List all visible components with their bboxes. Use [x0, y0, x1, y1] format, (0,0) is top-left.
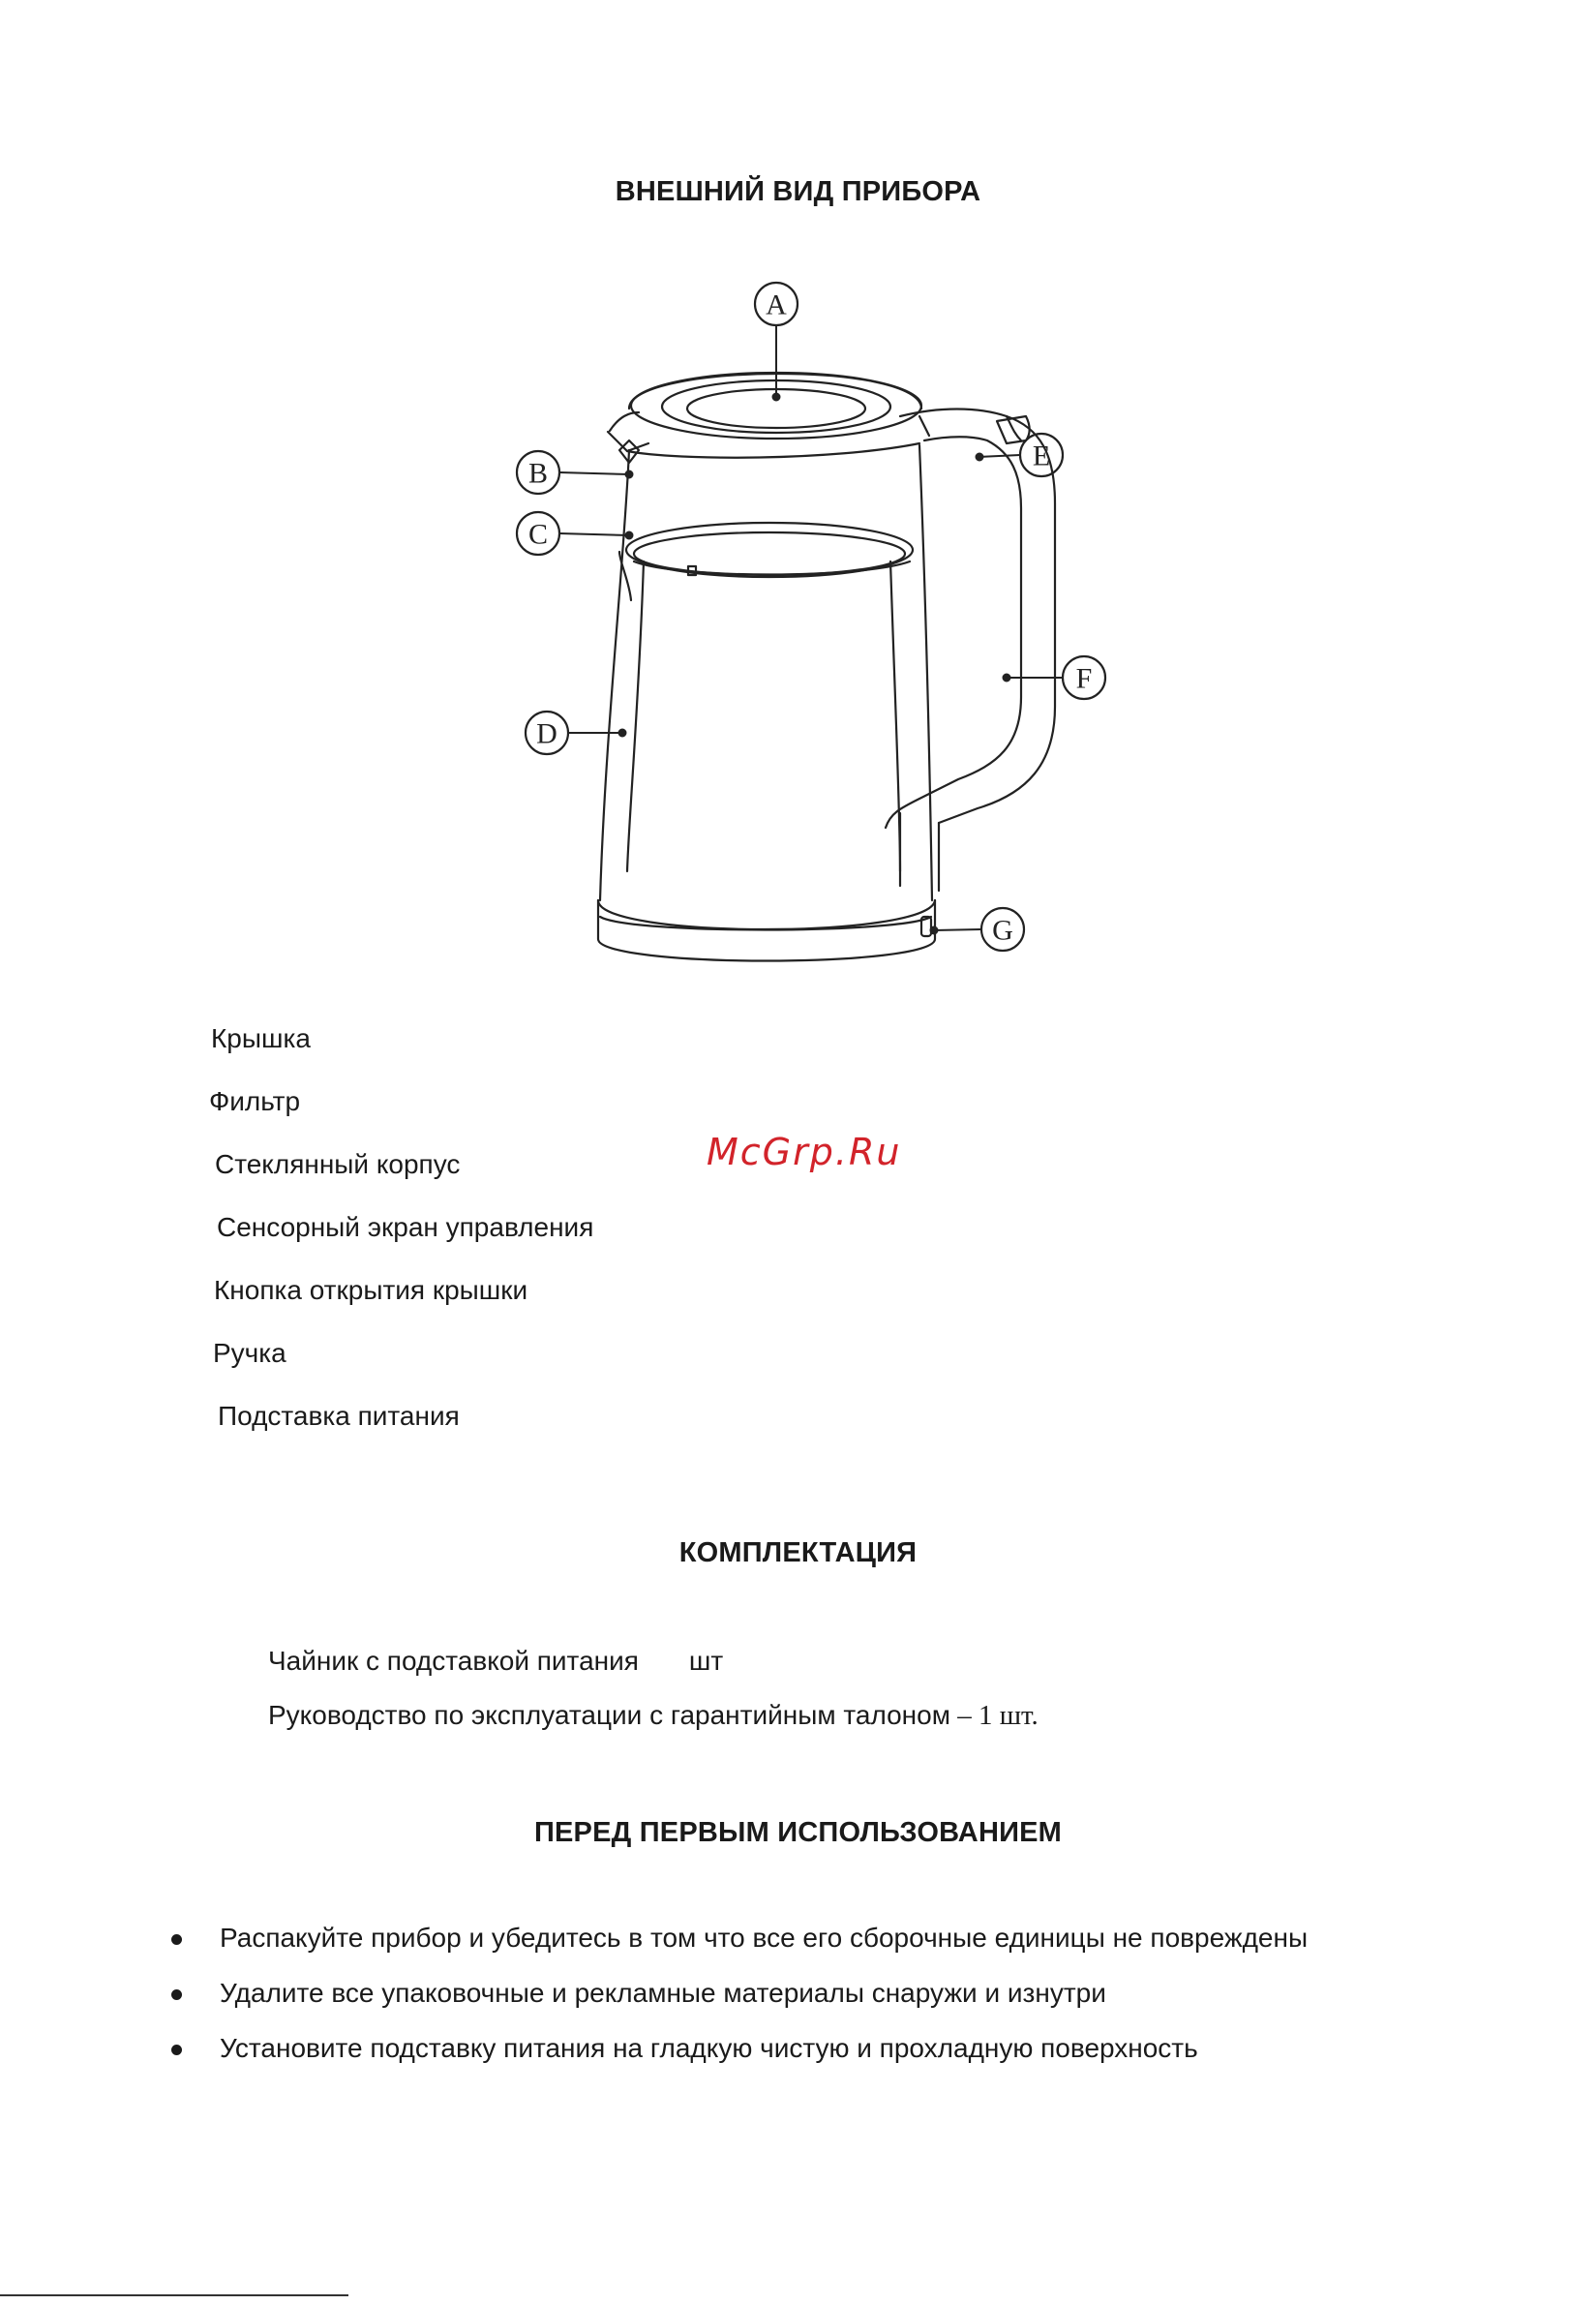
section-title-first-use: ПЕРЕД ПЕРВЫМ ИСПОЛЬЗОВАНИЕМ [533, 1817, 1063, 1848]
watermark: McGrp.Ru [707, 1131, 902, 1173]
package-item-qty: – 1 шт. [949, 1700, 1039, 1731]
footer-divider [0, 2294, 348, 2296]
list-item-text: Распакуйте прибор и убедитесь в том что все его сборочные единицы не повреждены [220, 1923, 1309, 1953]
bullet-icon [171, 2045, 182, 2055]
kettle-diagram [484, 271, 1142, 987]
callout-label-f: F [1075, 662, 1093, 695]
part-item-touch-panel: Сенсорный экран управления [217, 1212, 594, 1242]
callout-label-g: G [992, 914, 1013, 947]
part-item-lid-button: Кнопка открытия крышки [214, 1275, 528, 1305]
list-item-text: Установите подставку питания на гладкую чистую и прохладную поверхность [220, 2033, 1198, 2063]
callout-label-b: B [527, 457, 549, 490]
part-item-glass-body: Стеклянный корпус [215, 1149, 461, 1179]
bullet-icon [171, 1934, 182, 1945]
callout-label-d: D [536, 717, 557, 750]
callout-label-a: A [766, 288, 787, 321]
part-item-handle: Ручка [213, 1338, 286, 1368]
section-title-package: КОМПЛЕКТАЦИЯ [678, 1537, 918, 1568]
list-item-text: Удалите все упаковочные и рекламные материалы снаружи и изнутри [220, 1978, 1106, 2008]
part-item-lid: Крышка [211, 1023, 311, 1053]
callout-label-c: C [527, 518, 549, 551]
package-item [268, 1646, 723, 1677]
part-item-power-base: Подставка питания [218, 1401, 460, 1431]
package-item-qty: шт [688, 1646, 724, 1676]
package-item-text: Чайник с подставкой питания [268, 1646, 639, 1676]
package-item [268, 1700, 1039, 1732]
package-item-text: Руководство по эксплуатации с гарантийным талоном [268, 1700, 950, 1730]
section-title-appearance: ВНЕШНИЙ ВИД ПРИБОРА [615, 176, 981, 207]
callout-label-e: E [1032, 440, 1051, 472]
bullet-icon [171, 1989, 182, 2000]
part-item-filter: Фильтр [209, 1086, 301, 1116]
